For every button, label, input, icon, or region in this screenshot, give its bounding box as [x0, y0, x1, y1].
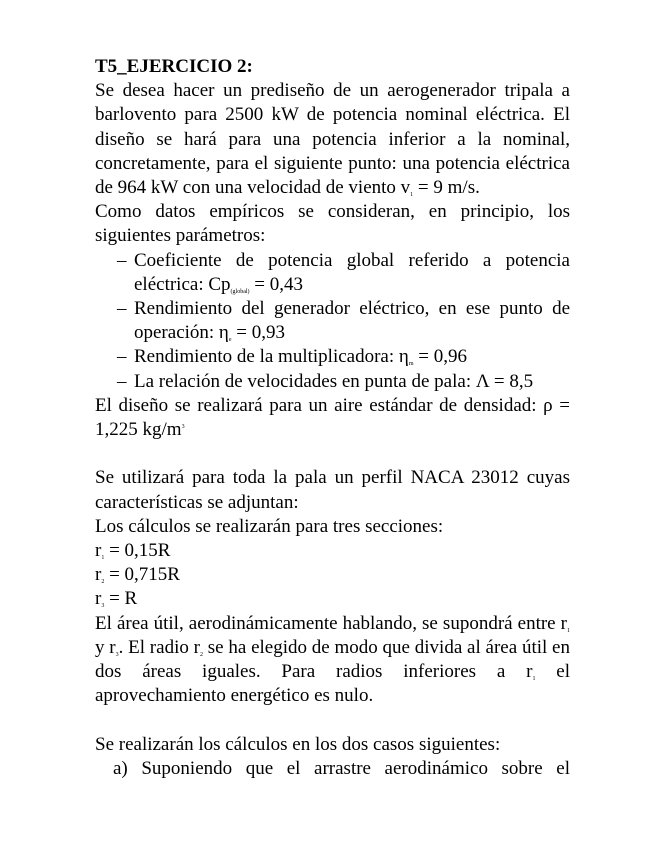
- area-subscript: 1: [567, 627, 570, 634]
- airfoil-paragraph: Se utilizará para toda la pala un perfil NACA 23012 cuyas características se adjuntan:: [95, 467, 570, 513]
- section-variable: r: [95, 588, 102, 610]
- useful-area-paragraph: [95, 612, 570, 709]
- parameter-subscript: e: [228, 337, 232, 344]
- section-value: = R: [104, 588, 138, 610]
- parameter-item-generator-efficiency: [95, 297, 570, 345]
- empirical-data-intro: Como datos empíricos se consideran, en principio, los siguientes parámetros:: [95, 201, 570, 247]
- section-variable: r: [95, 540, 102, 562]
- cases-intro: Se realizarán los cálculos en los dos casos siguientes:: [95, 733, 501, 755]
- section-variable: r: [95, 564, 102, 586]
- parameter-item-tip-speed-ratio: [95, 370, 570, 394]
- section-subscript: 2: [101, 579, 105, 586]
- area-subscript: 3: [115, 651, 119, 658]
- air-density-paragraph: [95, 394, 570, 442]
- area-subscript: 2: [199, 651, 203, 658]
- intro-text-b: = 9 m/s.: [413, 177, 480, 199]
- area-text: . El radio r: [118, 636, 200, 658]
- parameter-text: Coeficiente de potencia global referido a potencia eléctrica: Cp: [134, 249, 570, 295]
- section-value: = 0,715R: [104, 564, 180, 586]
- intro-paragraph: [95, 79, 570, 200]
- parameter-subscript: (global): [230, 288, 250, 295]
- spacer: [95, 442, 570, 466]
- parameter-subscript: m: [408, 361, 414, 368]
- section-r1: [95, 539, 570, 563]
- parameter-text: La relación de velocidades en punta de pala: Λ: [134, 370, 490, 392]
- parameter-value: = 8,5: [489, 370, 534, 392]
- parameter-text: Rendimiento del generador eléctrico, en ese punto de operación: η: [134, 298, 570, 344]
- spacer: [95, 708, 570, 732]
- document-body: [95, 55, 570, 781]
- parameter-item-power-coefficient: [95, 249, 570, 297]
- parameter-value: = 0,43: [249, 273, 303, 295]
- air-density-text: El diseño se realizará para un aire estándar de densidad: ρ = 1,225 kg/m: [95, 394, 570, 441]
- parameter-list: [95, 249, 570, 394]
- section-value: = 0,15R: [104, 540, 171, 562]
- area-text: El área útil, aerodinámicamente hablando, se supondrá entre r: [95, 612, 567, 634]
- section-subscript: 1: [101, 555, 105, 562]
- area-text: se ha elegido de modo que divida al área útil en dos áreas iguales. Para radios inferiores a r: [95, 636, 570, 683]
- section-r2: [95, 563, 570, 587]
- air-density-superscript: 3: [181, 424, 185, 431]
- area-subscript: 1: [532, 676, 536, 683]
- parameter-item-gearbox-efficiency: [95, 345, 570, 369]
- wind-speed-subscript: 1: [410, 192, 414, 199]
- case-a: a) Suponiendo que el arrastre aerodinámico sobre el: [113, 757, 570, 779]
- exercise-title: T5_EJERCICIO 2:: [95, 56, 253, 77]
- section-subscript: 3: [101, 603, 105, 610]
- parameter-value: = 0,96: [413, 346, 467, 368]
- intro-text-a: Se desea hacer un prediseño de un aerogenerador tripala a barlovento para 2500 kW de potencia nominal eléctrica. El diseño se hará para una potencia inferior a la nominal, concretamente, para el siguiente punto: una potencia eléctrica de 964 kW con una velocidad de viento v: [95, 80, 570, 199]
- area-text: el aprovechamiento energético es nulo.: [95, 661, 570, 707]
- parameter-text: Rendimiento de la multiplicadora: η: [134, 346, 409, 368]
- sections-intro: Los cálculos se realizarán para tres secciones:: [95, 515, 444, 537]
- section-r3: [95, 587, 570, 611]
- parameter-value: = 0,93: [231, 322, 286, 344]
- area-text: y r: [95, 636, 116, 658]
